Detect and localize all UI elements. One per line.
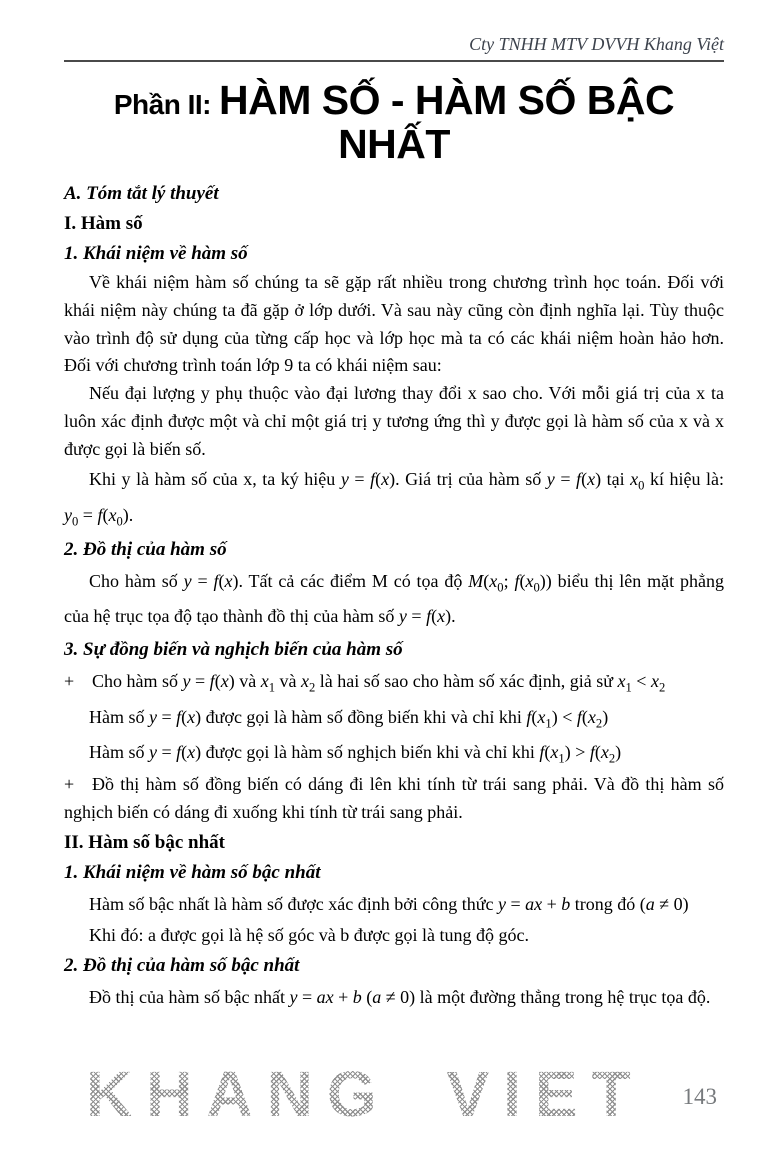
- text-run: Hàm số bậc nhất là hàm số được xác định bởi công thức: [89, 894, 498, 915]
- math-formula: y = ax + b: [497, 894, 571, 915]
- content: [64, 179, 724, 1015]
- text-run: biểu thị lên mặt phẳng của hệ trục tọa độ tạo thành đồ thị của hàm số: [64, 571, 724, 627]
- text-run: . Giá trị của hàm số: [395, 469, 547, 490]
- watermark: KHANG VIET: [86, 1058, 645, 1130]
- text-run: tại: [601, 469, 631, 490]
- text-run: Đồ thị của hàm số bậc nhất: [89, 986, 290, 1007]
- paragraph: [64, 922, 724, 950]
- text-run: Cho hàm số: [89, 571, 184, 592]
- text-run: và: [274, 671, 301, 692]
- math-formula: $y_0 = f(x_0)$: [64, 504, 129, 529]
- text-run: Hàm số: [89, 706, 149, 727]
- math-formula: $x_1 < x_2$: [617, 671, 666, 696]
- text-run: là một đường thẳng trong hệ trục tọa độ.: [415, 986, 711, 1007]
- text-run: Đồ thị hàm số đồng biến có dáng đi lên khi tính từ trái sang phải. Và đồ thị hàm số nghịch biến có dáng đi xuống khi tính từ trái sang phải.: [64, 774, 724, 822]
- text-run: . Tất cả các điểm M có tọa độ: [238, 571, 469, 592]
- text-run: Cho hàm số: [92, 671, 183, 692]
- math-formula: $x_1$: [260, 671, 275, 696]
- paragraph: [64, 463, 724, 534]
- paragraph: [64, 701, 724, 736]
- text-run: Khi y là hàm số của x, ta ký hiệu: [89, 469, 341, 490]
- math-formula: y = f(x): [398, 606, 452, 627]
- math-formula: $M(x_0$; $f(x_0)$): [468, 571, 552, 595]
- math-formula: y = f(x): [149, 741, 202, 762]
- bullet-marker: +: [64, 671, 75, 692]
- math-formula: y = f(x): [183, 571, 239, 592]
- math-formula: y = f(x): [546, 469, 602, 490]
- section-heading: 1. Khái niệm về hàm số: [64, 243, 248, 265]
- title-main: HÀM SỐ - HÀM SỐ BẬC: [218, 77, 675, 123]
- section-heading: I. Hàm số: [64, 212, 143, 234]
- paragraph: [64, 888, 724, 922]
- math-formula: y = f(x): [149, 706, 202, 727]
- text-run: Nếu đại lượng y phụ thuộc vào đại lương thay đổi x sao cho. Với mỗi giá trị của x ta luôn xác định được một và chỉ một giá trị y tương ứng thì y được gọi là hàm số của x và x được gọi là biến số.: [64, 383, 724, 459]
- section-heading: 2. Đồ thị của hàm số bậc nhất: [64, 954, 300, 976]
- paragraph: [64, 269, 724, 380]
- text-run: .: [451, 606, 456, 627]
- text-run: .: [128, 504, 134, 525]
- company-name: Cty TNHH MTV DVVH Khang Việt: [469, 34, 724, 54]
- math-formula: (a ≠ 0): [366, 986, 416, 1007]
- paragraph: [64, 736, 724, 771]
- paragraph: [64, 981, 724, 1015]
- section-heading: A. Tóm tắt lý thuyết: [64, 182, 219, 204]
- text-run: kí hiệu là:: [644, 469, 725, 490]
- text-run: là hai số sao cho hàm số xác định, giả sử: [315, 671, 618, 692]
- title-prefix: Phần II:: [113, 89, 211, 120]
- text-run: và: [234, 671, 261, 692]
- math-formula: $x_2$: [300, 671, 316, 696]
- math-formula: (a ≠ 0): [639, 894, 689, 915]
- section-heading: II. Hàm số bậc nhất: [64, 831, 225, 853]
- math-formula: $f(x_1) > f(x_2)$: [539, 741, 622, 766]
- title-line-2: NHẤT: [338, 121, 450, 168]
- section-heading: 3. Sự đồng biến và nghịch biến của hàm số: [64, 639, 403, 661]
- paragraph: [64, 565, 724, 634]
- title-line-1: [64, 78, 724, 122]
- page-header: [64, 34, 724, 62]
- section-heading: 2. Đồ thị của hàm số: [64, 538, 227, 560]
- paragraph: [64, 771, 724, 826]
- text-run: Khi đó: a được gọi là hệ số góc và b được gọi là tung độ góc.: [89, 925, 529, 945]
- text-run: được gọi là hàm số đồng biến khi và chỉ khi: [201, 706, 527, 727]
- math-formula: y = ax + b: [289, 986, 362, 1007]
- bullet-marker: +: [64, 774, 75, 795]
- paragraph: [64, 665, 724, 700]
- text-run: Về khái niệm hàm số chúng ta sẽ gặp rất nhiều trong chương trình học toán. Đối với khái niệm này chúng ta đã gặp ở lớp dưới. Và sau này cũng còn định nghĩa lại. Tùy thuộc vào trình độ sử dụng của từng cấp học và lớp học mà ta có các khái niệm hoàn hảo hơn. Đối với chương trình toán lớp 9 ta có khái niệm sau:: [64, 272, 724, 376]
- math-formula: y = f(x): [340, 469, 396, 490]
- page-title: [64, 78, 724, 167]
- text-run: được gọi là hàm số nghịch biến khi và chỉ khi: [201, 741, 540, 762]
- math-formula: y = f(x): [182, 671, 235, 692]
- section-heading: 1. Khái niệm về hàm số bậc nhất: [64, 861, 321, 883]
- paragraph: [64, 380, 724, 463]
- text-run: trong đó: [570, 894, 640, 915]
- text-run: Hàm số: [89, 741, 149, 762]
- page-number: 143: [682, 1084, 717, 1109]
- math-formula: $f(x_1) < f(x_2)$: [526, 706, 609, 731]
- math-formula: $x_0$: [630, 469, 645, 493]
